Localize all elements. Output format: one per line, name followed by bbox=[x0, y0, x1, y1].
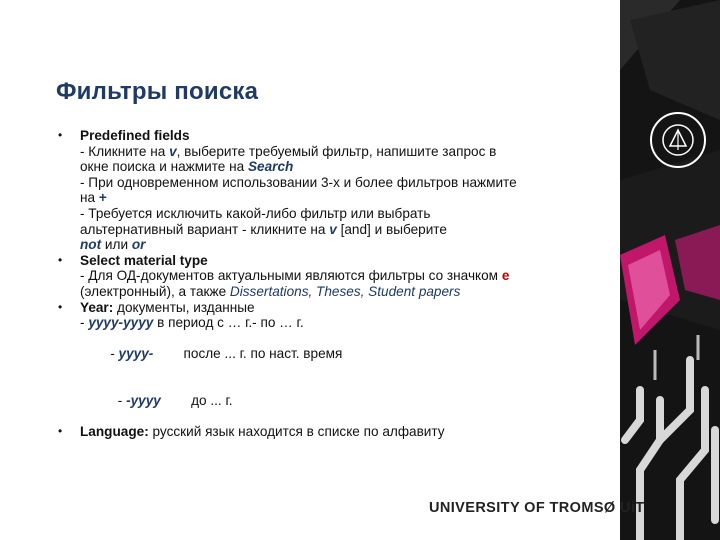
electronic-badge-icon: e bbox=[501, 268, 510, 284]
text-run: - Кликните на bbox=[80, 143, 170, 159]
emphasis-text: yyyy-yyyy bbox=[88, 315, 154, 331]
bullet-heading: Predefined fields bbox=[80, 128, 190, 143]
text-line: - При одновременном использовании 3-х и более фильтров нажмите bbox=[80, 174, 517, 190]
text-line bbox=[80, 315, 618, 331]
text-run: альтернативный вариант - кликните на bbox=[80, 221, 330, 237]
text-run: - bbox=[110, 346, 119, 362]
text-run: (электронный), а также bbox=[80, 283, 230, 299]
bullet-item-year bbox=[58, 300, 618, 425]
text-run: [and] и выберите bbox=[336, 221, 447, 237]
text-line bbox=[80, 222, 618, 238]
text-line bbox=[80, 268, 618, 284]
text-run: , выберите требуемый фильтр, напишите запрос в bbox=[176, 143, 497, 159]
bullet-heading-line bbox=[80, 300, 618, 316]
bullet-heading: Select material type bbox=[80, 252, 208, 268]
decorative-band-graphic bbox=[620, 0, 720, 540]
emphasis-text: or bbox=[131, 237, 146, 253]
text-run: в период с … г.- по … г. bbox=[153, 315, 304, 331]
italic-text: Dissertations, Theses, Student papers bbox=[229, 283, 461, 299]
bullet-item-predefined-fields bbox=[58, 128, 618, 253]
text-run: до ... г. bbox=[160, 393, 233, 409]
text-run: документы, изданные bbox=[113, 299, 255, 315]
text-run: - bbox=[110, 393, 127, 409]
bullet-icon: • bbox=[58, 128, 63, 142]
emphasis-text: Search bbox=[247, 159, 294, 175]
bullet-heading: Language: bbox=[80, 424, 149, 440]
bullet-list bbox=[58, 128, 618, 440]
text-line bbox=[80, 144, 618, 160]
text-line bbox=[80, 159, 618, 175]
emphasis-text: v bbox=[169, 143, 177, 159]
emphasis-text: yyyy- bbox=[118, 346, 154, 362]
bullet-icon: • bbox=[58, 299, 63, 314]
text-line bbox=[80, 331, 618, 378]
bullet-heading: Year: bbox=[80, 299, 114, 315]
emphasis-text: v bbox=[329, 221, 337, 237]
bullet-heading-line bbox=[80, 424, 618, 440]
bullet-item-language bbox=[58, 424, 618, 440]
footer-university-logo: UNIVERSITY OF TROMSØ UiT bbox=[429, 500, 645, 516]
bullet-item-material-type bbox=[58, 253, 618, 300]
text-line bbox=[80, 237, 618, 253]
emphasis-text: + bbox=[98, 190, 107, 206]
text-line: - Требуется исключить какой-либо фильтр или выбрать bbox=[80, 205, 431, 221]
text-run: - Для ОД-документов актуальными являются фильтры со значком bbox=[80, 268, 502, 284]
text-line bbox=[80, 378, 618, 425]
text-run: после ... г. по наст. время bbox=[153, 346, 343, 362]
slide-title: Фильтры поиска bbox=[56, 78, 259, 105]
emphasis-text: -yyyy bbox=[126, 393, 161, 409]
text-run: или bbox=[101, 237, 132, 253]
text-run: - bbox=[80, 315, 89, 331]
emphasis-text: not bbox=[80, 237, 102, 253]
text-run: на bbox=[80, 190, 99, 206]
bullet-icon: • bbox=[58, 252, 63, 267]
text-run: русский язык находится в списке по алфавиту bbox=[148, 424, 445, 440]
text-line bbox=[80, 284, 618, 300]
bullet-icon: • bbox=[58, 424, 63, 439]
university-seal-logo bbox=[648, 110, 708, 170]
text-run: окне поиска и нажмите на bbox=[80, 159, 248, 175]
text-line bbox=[80, 190, 618, 206]
